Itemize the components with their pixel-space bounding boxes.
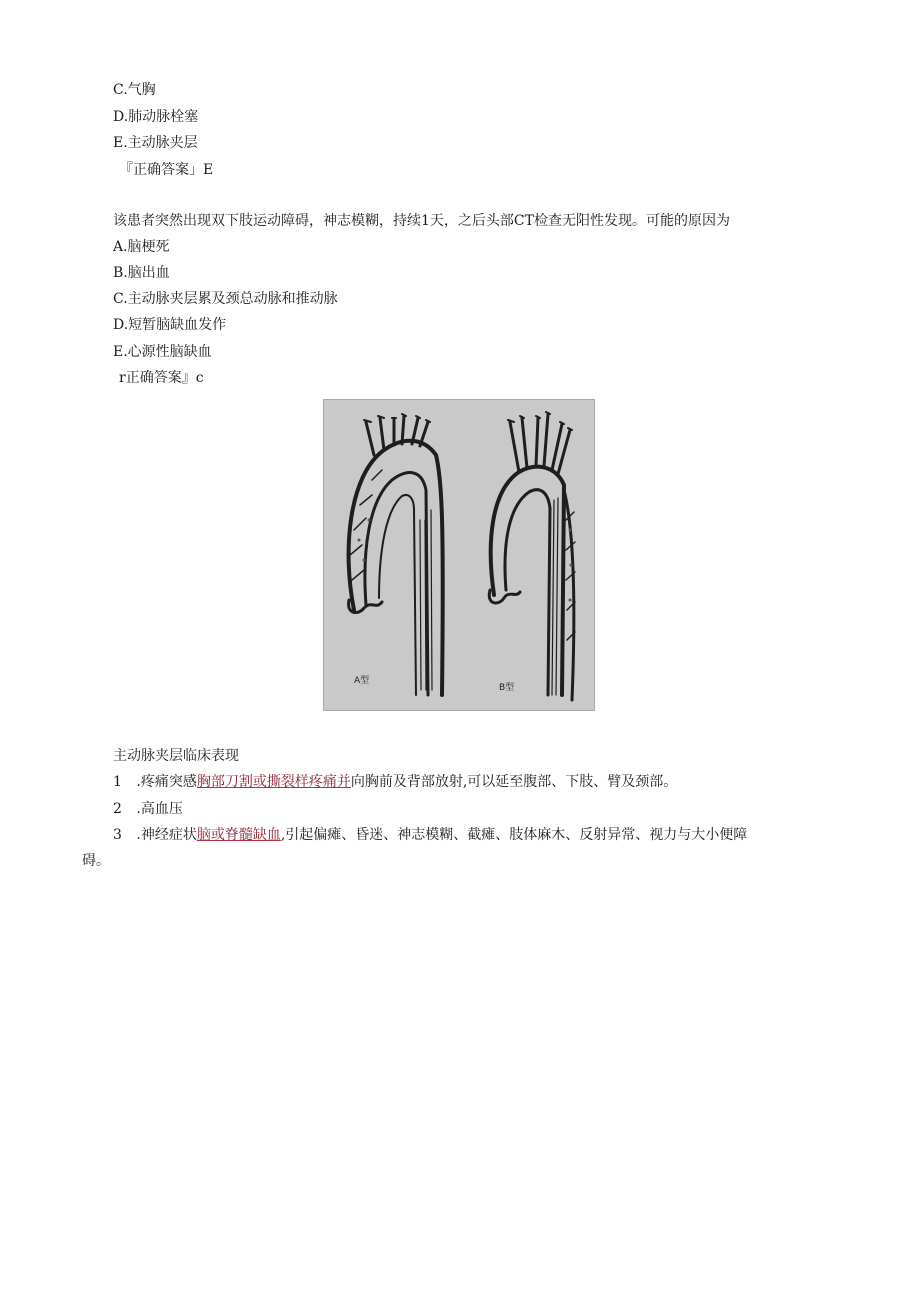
item-text: .高血压 [136, 801, 183, 817]
aortic-dissection-figure [323, 399, 595, 711]
section-title: 主动脉夹层临床表现 [113, 748, 239, 764]
item-text: .疼痛突感 [136, 774, 197, 790]
highlighted-text: 胸部刀割或撕裂样疼痛并 [196, 774, 351, 790]
option-a: A.脑梗死 [113, 239, 170, 255]
highlighted-text: 脑或脊髓缺血 [196, 827, 281, 843]
answer-1: 『正确答案」E [119, 162, 214, 178]
list-number: 3 [113, 827, 122, 843]
option-b: B.脑出血 [113, 265, 170, 281]
list-item-3-continuation: 碍。 [82, 853, 110, 869]
option-c: C.气胸 [113, 82, 156, 98]
list-item-2 [113, 799, 183, 819]
option-c: C.主动脉夹层累及颈总动脉和推动脉 [113, 291, 338, 307]
question-stem: 该患者突然出现双下肢运动障碍，神志模糊，持续1天，之后头部CT检查无阳性发现。可能的原因为 [113, 213, 730, 229]
option-e: E.主动脉夹层 [113, 135, 198, 151]
figure-label-b: B型 [499, 683, 515, 693]
list-item-1 [113, 772, 677, 792]
list-number: 1 [113, 774, 122, 790]
option-d: D.肺动脉栓塞 [113, 109, 199, 125]
option-d: D.短暂脑缺血发作 [113, 317, 227, 333]
item-text: 向胸前及背部放射,可以延至腹部、下肢、臂及颈部。 [350, 774, 678, 790]
aorta-illustration [324, 400, 594, 710]
figure-label-a: A型 [354, 676, 370, 686]
answer-2: r正确答案』c [119, 370, 204, 386]
list-item-3 [113, 825, 747, 845]
list-number: 2 [113, 801, 122, 817]
item-text: .神经症状 [136, 827, 197, 843]
option-e: E.心源性脑缺血 [113, 344, 212, 360]
item-text: ,引起偏瘫、昏迷、神志模糊、截瘫、肢体麻木、反射异常、视力与大小便障 [280, 827, 748, 843]
